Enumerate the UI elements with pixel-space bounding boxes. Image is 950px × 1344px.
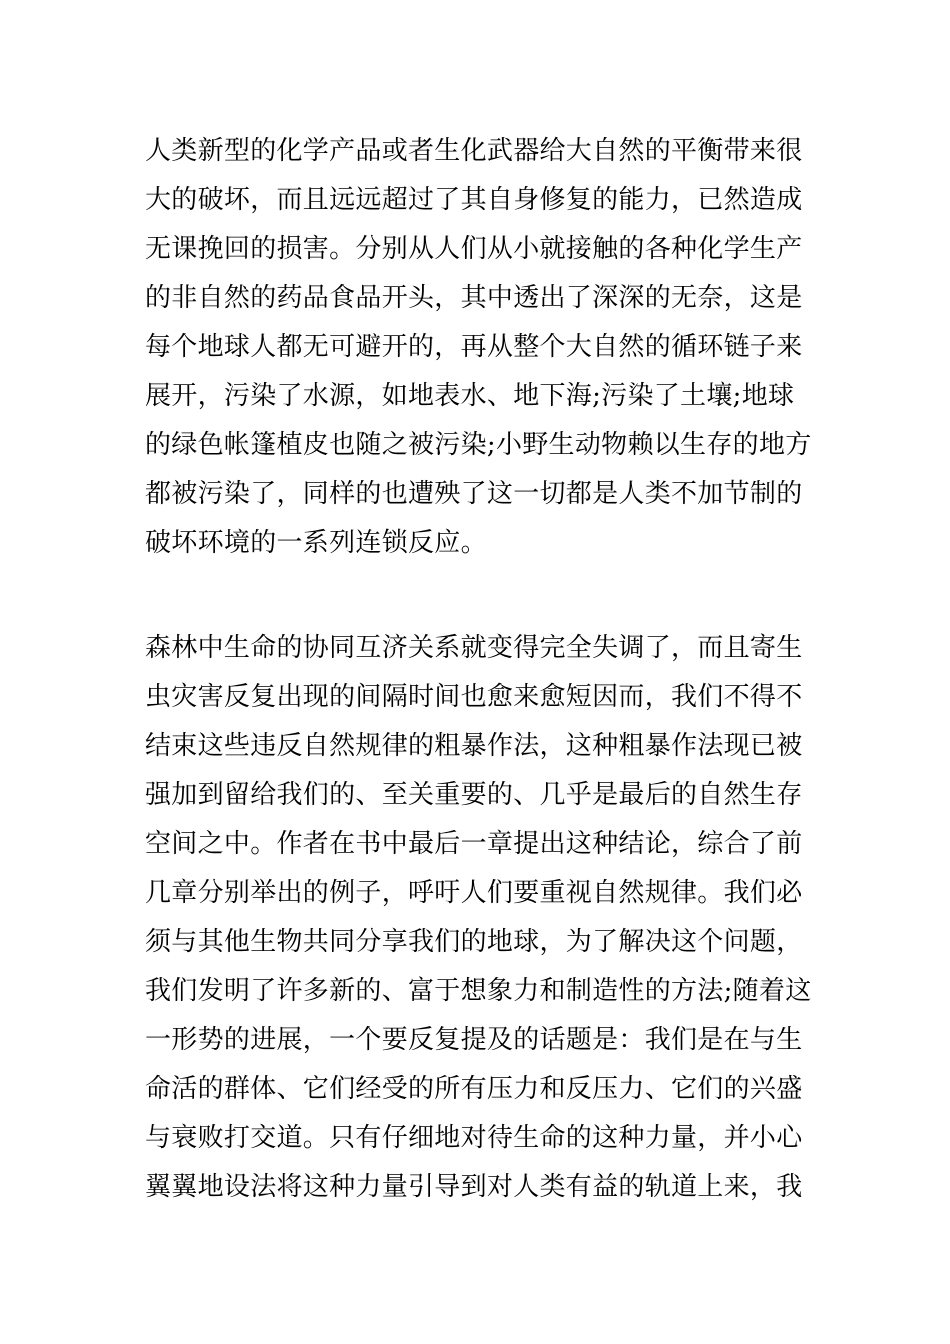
- paragraph-gap: [145, 568, 825, 624]
- text-line: 强加到留给我们的、至关重要的、几乎是最后的自然生存: [145, 780, 803, 810]
- paragraph-2: [145, 624, 825, 1212]
- text-line: 的绿色帐篷植皮也随之被污染;小野生动物赖以生存的地方: [145, 430, 812, 460]
- text-line: 都被污染了，同样的也遭殃了这一切都是人类不加节制的: [145, 479, 803, 509]
- text-line: 破坏环境的一系列连锁反应。: [145, 528, 487, 558]
- text-line: 的非自然的药品食品开头，其中透出了深深的无奈，这是: [145, 283, 803, 313]
- text-line: 无课挽回的损害。分别从人们从小就接触的各种化学生产: [145, 234, 803, 264]
- text-line: 人类新型的化学产品或者生化武器给大自然的平衡带来很: [145, 136, 803, 166]
- text-line: 虫灾害反复出现的间隔时间也愈来愈短因而，我们不得不: [145, 682, 803, 712]
- text-line: 结束这些违反自然规律的粗暴作法，这种粗暴作法现已被: [145, 731, 803, 761]
- text-line: 与衰败打交道。只有仔细地对待生命的这种力量，并小心: [145, 1123, 803, 1153]
- text-line: 须与其他生物共同分享我们的地球，为了解决这个问题，: [145, 927, 803, 957]
- text-line: 每个地球人都无可避开的，再从整个大自然的循环链子来: [145, 332, 803, 362]
- paragraph-1: [145, 127, 825, 568]
- text-line: 一形势的进展，一个要反复提及的话题是：我们是在与生: [145, 1025, 803, 1055]
- text-line: 森林中生命的协同互济关系就变得完全失调了，而且寄生: [145, 633, 803, 663]
- text-line: 翼翼地设法将这种力量引导到对人类有益的轨道上来，我: [145, 1172, 803, 1202]
- text-line: 大的破坏，而且远远超过了其自身修复的能力，已然造成: [145, 185, 803, 215]
- text-line: 展开，污染了水源，如地表水、地下海;污染了土壤;地球: [145, 381, 795, 411]
- text-line: 我们发明了许多新的、富于想象力和制造性的方法;随着这: [145, 976, 812, 1006]
- text-line: 命活的群体、它们经受的所有压力和反压力、它们的兴盛: [145, 1074, 803, 1104]
- text-line: 空间之中。作者在书中最后一章提出这种结论，综合了前: [145, 829, 803, 859]
- text-line: 几章分别举出的例子，呼吁人们要重视自然规律。我们必: [145, 878, 803, 908]
- document-page: [145, 127, 825, 1212]
